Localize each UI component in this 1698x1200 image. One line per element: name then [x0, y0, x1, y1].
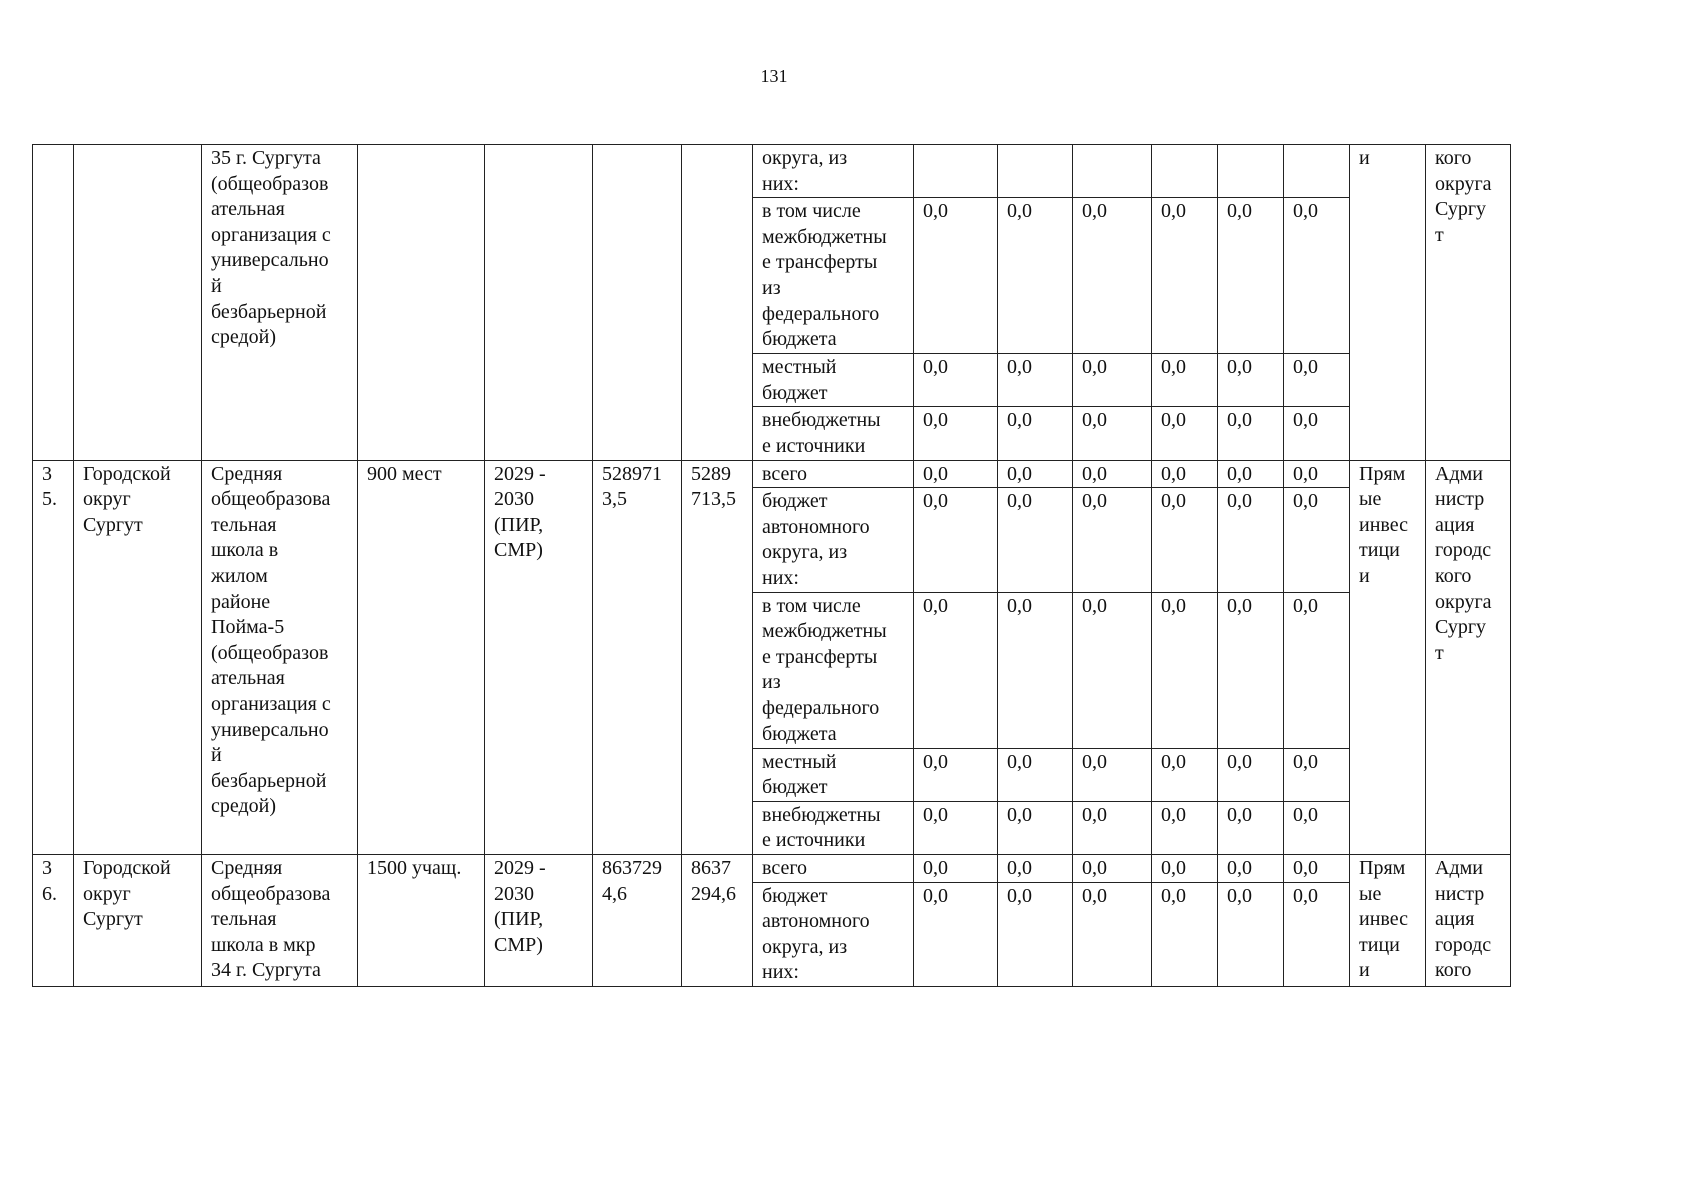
value-cell: 0,0	[1152, 882, 1218, 986]
cost-remaining-cell	[682, 145, 753, 461]
value-cell: 0,0	[1284, 801, 1350, 854]
value-cell	[914, 145, 998, 198]
value-cell	[1073, 145, 1152, 198]
capacity-cell: 1500 учащ.	[358, 854, 485, 986]
municipality-cell: Городской округ Сургут	[74, 460, 202, 854]
value-cell: 0,0	[1284, 854, 1350, 882]
value-cell: 0,0	[1218, 801, 1284, 854]
value-cell: 0,0	[1073, 407, 1152, 460]
value-cell	[1218, 145, 1284, 198]
value-cell: 0,0	[1284, 354, 1350, 407]
capacity-cell: 900 мест	[358, 460, 485, 854]
value-cell: 0,0	[1284, 592, 1350, 748]
period-cell	[485, 145, 593, 461]
value-cell: 0,0	[998, 198, 1073, 354]
value-cell: 0,0	[1073, 854, 1152, 882]
value-cell: 0,0	[998, 407, 1073, 460]
value-cell: 0,0	[1152, 460, 1218, 488]
value-cell: 0,0	[1218, 488, 1284, 592]
customer-cell: Адми нистр ация городс кого округа Сургу т	[1426, 460, 1511, 854]
cost-remaining-cell: 5289 713,5	[682, 460, 753, 854]
capacity-cell	[358, 145, 485, 461]
funding-source-cell: округа, из них:	[753, 145, 914, 198]
page-number: 131	[760, 66, 788, 86]
value-cell: 0,0	[1218, 592, 1284, 748]
customer-cell: кого округа Сургу т	[1426, 145, 1511, 461]
municipality-cell	[74, 145, 202, 461]
value-cell: 0,0	[1073, 882, 1152, 986]
value-cell: 0,0	[1218, 854, 1284, 882]
value-cell: 0,0	[1073, 801, 1152, 854]
investment-method-cell: и	[1350, 145, 1426, 461]
value-cell: 0,0	[1284, 748, 1350, 801]
value-cell: 0,0	[998, 854, 1073, 882]
object-name-cell: 35 г. Сургута (общеобразов ательная организация с универсально й безбарьерной средой)	[202, 145, 358, 461]
value-cell: 0,0	[1073, 198, 1152, 354]
value-cell: 0,0	[1152, 748, 1218, 801]
value-cell: 0,0	[1152, 354, 1218, 407]
value-cell: 0,0	[914, 748, 998, 801]
value-cell: 0,0	[1073, 354, 1152, 407]
table-row	[33, 460, 1511, 488]
funding-source-cell: всего	[753, 460, 914, 488]
table-row	[33, 854, 1511, 882]
value-cell: 0,0	[1152, 854, 1218, 882]
value-cell	[1284, 145, 1350, 198]
number-cell: 3 6.	[33, 854, 74, 986]
funding-source-cell: всего	[753, 854, 914, 882]
value-cell: 0,0	[1218, 407, 1284, 460]
funding-source-cell: бюджет автономного округа, из них:	[753, 488, 914, 592]
table-row	[33, 145, 1511, 198]
value-cell	[998, 145, 1073, 198]
value-cell: 0,0	[1284, 198, 1350, 354]
period-cell: 2029 - 2030 (ПИР, СМР)	[485, 854, 593, 986]
value-cell: 0,0	[914, 592, 998, 748]
value-cell: 0,0	[914, 854, 998, 882]
value-cell: 0,0	[998, 592, 1073, 748]
period-cell: 2029 - 2030 (ПИР, СМР)	[485, 460, 593, 854]
value-cell: 0,0	[998, 354, 1073, 407]
value-cell: 0,0	[914, 354, 998, 407]
cost-total-cell	[593, 145, 682, 461]
value-cell: 0,0	[1073, 488, 1152, 592]
value-cell: 0,0	[1284, 460, 1350, 488]
funding-source-cell: в том числе межбюджетны е трансферты из федерального бюджета	[753, 592, 914, 748]
object-name-cell: Средняя общеобразова тельная школа в мкр 34 г. Сургута	[202, 854, 358, 986]
value-cell: 0,0	[914, 407, 998, 460]
value-cell: 0,0	[1284, 488, 1350, 592]
funding-source-cell: бюджет автономного округа, из них:	[753, 882, 914, 986]
funding-source-cell: внебюджетны е источники	[753, 407, 914, 460]
value-cell: 0,0	[998, 748, 1073, 801]
value-cell: 0,0	[1152, 801, 1218, 854]
value-cell: 0,0	[1284, 882, 1350, 986]
value-cell: 0,0	[1152, 198, 1218, 354]
funding-source-cell: внебюджетны е источники	[753, 801, 914, 854]
value-cell: 0,0	[1152, 407, 1218, 460]
value-cell: 0,0	[1218, 460, 1284, 488]
value-cell: 0,0	[1073, 460, 1152, 488]
number-cell: 3 5.	[33, 460, 74, 854]
cost-total-cell: 528971 3,5	[593, 460, 682, 854]
investment-method-cell: Прям ые инвес тици и	[1350, 460, 1426, 854]
funding-source-cell: местный бюджет	[753, 748, 914, 801]
value-cell: 0,0	[1073, 748, 1152, 801]
number-cell	[33, 145, 74, 461]
value-cell: 0,0	[1152, 592, 1218, 748]
investment-table	[32, 144, 1511, 987]
value-cell: 0,0	[1073, 592, 1152, 748]
funding-source-cell: местный бюджет	[753, 354, 914, 407]
object-name-cell: Средняя общеобразова тельная школа в жилом районе Пойма-5 (общеобразов ательная организация с универсально й безбарьерной средой)	[202, 460, 358, 854]
value-cell: 0,0	[998, 488, 1073, 592]
value-cell: 0,0	[1218, 354, 1284, 407]
value-cell: 0,0	[914, 882, 998, 986]
value-cell: 0,0	[914, 801, 998, 854]
value-cell: 0,0	[998, 801, 1073, 854]
value-cell: 0,0	[998, 460, 1073, 488]
value-cell: 0,0	[1218, 748, 1284, 801]
cost-total-cell: 863729 4,6	[593, 854, 682, 986]
value-cell: 0,0	[914, 460, 998, 488]
value-cell: 0,0	[914, 488, 998, 592]
value-cell	[1152, 145, 1218, 198]
investment-method-cell: Прям ые инвес тици и	[1350, 854, 1426, 986]
funding-source-cell: в том числе межбюджетны е трансферты из федерального бюджета	[753, 198, 914, 354]
customer-cell: Адми нистр ация городс кого	[1426, 854, 1511, 986]
cost-remaining-cell: 8637 294,6	[682, 854, 753, 986]
municipality-cell: Городской округ Сургут	[74, 854, 202, 986]
value-cell: 0,0	[914, 198, 998, 354]
value-cell: 0,0	[1284, 407, 1350, 460]
value-cell: 0,0	[1152, 488, 1218, 592]
value-cell: 0,0	[1218, 882, 1284, 986]
value-cell: 0,0	[998, 882, 1073, 986]
value-cell: 0,0	[1218, 198, 1284, 354]
